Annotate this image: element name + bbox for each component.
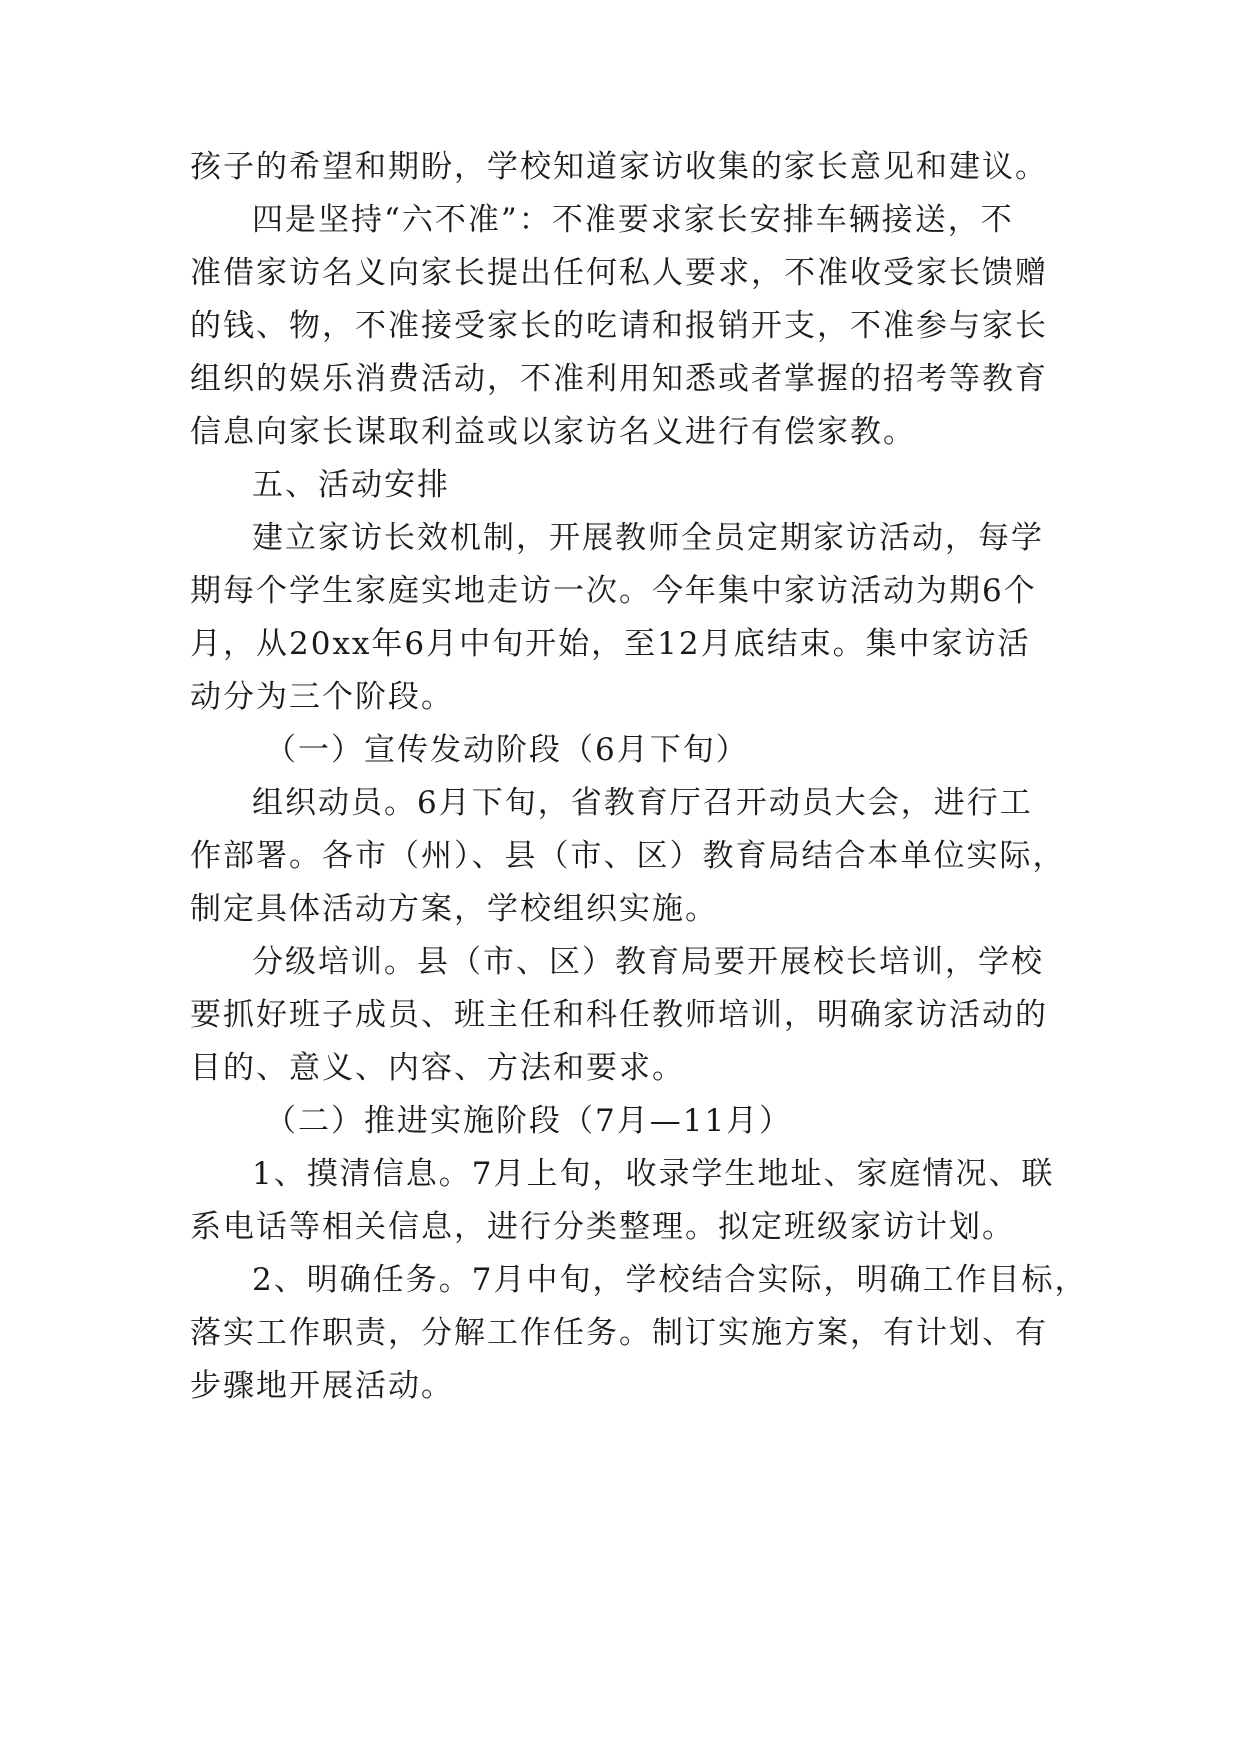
text-line: 要抓好班子成员、班主任和科任教师培训，明确家访活动的 [190, 997, 1048, 1033]
text-line: 1、摸清信息。7月上旬，收录学生地址、家庭情况、联 [252, 1156, 1055, 1192]
text-line: 建立家访长效机制，开展教师全员定期家访活动，每学 [252, 520, 1044, 556]
text-line: 四是坚持“六不准”：不准要求家长安排车辆接送，不 [252, 202, 1014, 238]
text-line: 落实工作职责，分解工作任务。制订实施方案，有计划、有 [190, 1315, 1048, 1351]
text-line: 动分为三个阶段。 [190, 679, 454, 715]
text-line: 2、明确任务。7月中旬，学校结合实际，明确工作目标， [252, 1262, 1088, 1298]
text-line: 组织的娱乐消费活动，不准利用知悉或者掌握的招考等教育 [190, 361, 1048, 397]
text-line: 信息向家长谋取利益或以家访名义进行有偿家教。 [190, 414, 916, 450]
subsection-heading: （二）推进实施阶段（7月—11月） [265, 1103, 793, 1139]
text-line: 系电话等相关信息，进行分类整理。拟定班级家访计划。 [190, 1209, 1015, 1245]
text-line: 分级培训。县（市、区）教育局要开展校长培训，学校 [252, 944, 1044, 980]
text-line: 的钱、物，不准接受家长的吃请和报销开支，不准参与家长 [190, 308, 1048, 344]
text-line: 期每个学生家庭实地走访一次。今年集中家访活动为期6个 [190, 573, 1037, 609]
text-line: 准借家访名义向家长提出任何私人要求，不准收受家长馈赠 [190, 255, 1048, 291]
text-line: 孩子的希望和期盼，学校知道家访收集的家长意见和建议。 [190, 149, 1048, 185]
text-line: 制定具体活动方案，学校组织实施。 [190, 891, 718, 927]
text-line: 月，从20xx年6月中旬开始，至12月底结束。集中家访活 [190, 626, 1031, 662]
text-line: 步骤地开展活动。 [190, 1368, 454, 1404]
subsection-heading: （一）宣传发动阶段（6月下旬） [265, 732, 749, 768]
text-line: 作部署。各市（州）、县（市、区）教育局结合本单位实际， [190, 838, 1066, 874]
text-line: 目的、意义、内容、方法和要求。 [190, 1050, 685, 1086]
text-line: 组织动员。6月下旬，省教育厅召开动员大会，进行工 [252, 785, 1033, 821]
section-heading: 五、活动安排 [252, 467, 450, 503]
